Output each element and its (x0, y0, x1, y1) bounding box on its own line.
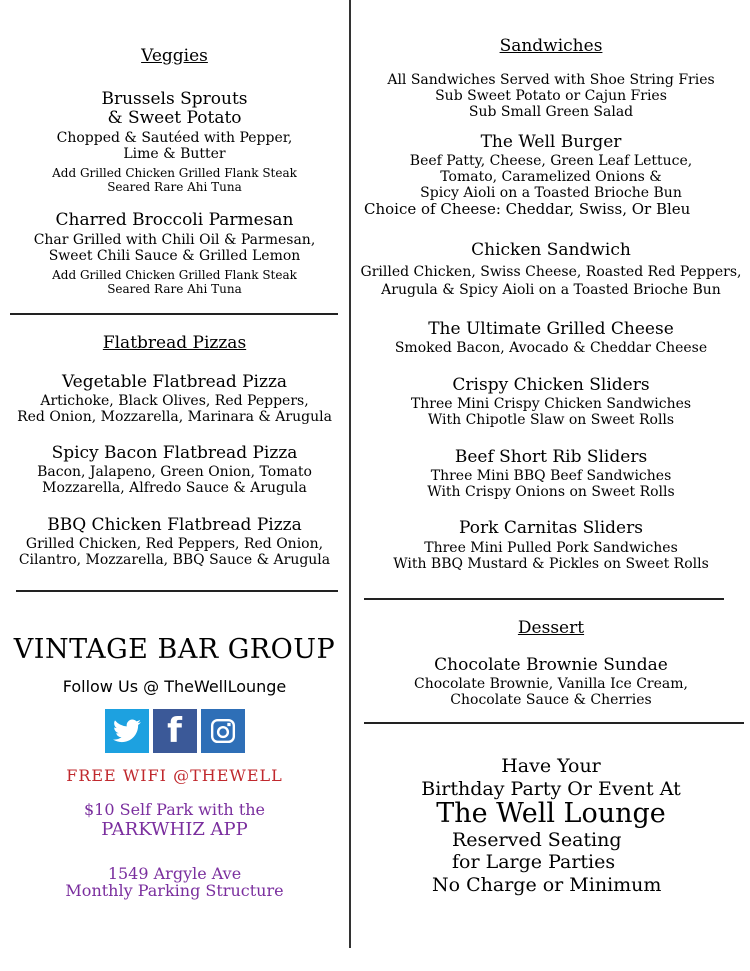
right-column (352, 0, 750, 971)
bacon-flatbread-desc-1: Bacon, Jalapeno, Green Onion, Tomato (37, 464, 312, 480)
flatbreads-title: Flatbread Pizzas (102, 333, 247, 353)
veg-flatbread-name: Vegetable Flatbread Pizza (61, 372, 288, 392)
instagram-icon[interactable] (201, 709, 245, 753)
wifi-text: FREE WIFI @THEWELL (66, 766, 283, 785)
sundae-desc-2: Chocolate Sauce & Cherries (450, 692, 652, 708)
bbq-flatbread-desc-1: Grilled Chicken, Red Peppers, Red Onion, (25, 536, 324, 552)
chicken-desc-2: Arugula & Spicy Aioli on a Toasted Brioche Bun (381, 282, 721, 298)
veg-flatbread-desc-2: Red Onion, Mozzarella, Marinara & Arugula (17, 409, 332, 425)
crispy-chicken-sliders-name: Crispy Chicken Sliders (452, 375, 650, 395)
follow-us: Follow Us @ TheWellLounge (62, 677, 287, 696)
burger-name: The Well Burger (480, 132, 622, 152)
facebook-icon[interactable] (153, 709, 197, 753)
address-line-1: 1549 Argyle Ave (107, 864, 242, 883)
crispy-chicken-desc-1: Three Mini Crispy Chicken Sandwiches (410, 396, 692, 412)
address-line-2: Monthly Parking Structure (65, 881, 284, 900)
burger-desc-2: Tomato, Caramelized Onions & (440, 169, 662, 185)
sandwiches-title: Sandwiches (499, 36, 603, 56)
group-name: VINTAGE BAR GROUP (13, 634, 336, 665)
bacon-flatbread-name: Spicy Bacon Flatbread Pizza (51, 443, 298, 463)
sandwich-note-2: Sub Sweet Potato or Cajun Fries (435, 88, 667, 104)
veg-flatbread-desc-1: Artichoke, Black Olives, Red Peppers, (40, 393, 309, 409)
sandwich-note-3: Sub Small Green Salad (468, 104, 634, 120)
sundae-desc-1: Chocolate Brownie, Vanilla Ice Cream, (414, 676, 688, 692)
parking-line-2: PARKWHIZ APP (101, 819, 248, 840)
grilled-cheese-name: The Ultimate Grilled Cheese (428, 319, 674, 339)
events-line-6: No Charge or Minimum (432, 874, 662, 896)
bacon-flatbread-desc-2: Mozzarella, Alfredo Sauce & Arugula (42, 480, 307, 496)
carnitas-desc-1: Three Mini Pulled Pork Sandwiches (424, 540, 678, 556)
carnitas-desc-2: With BBQ Mustard & Pickles on Sweet Rolls (393, 556, 709, 572)
short-rib-desc-1: Three Mini BBQ Beef Sandwiches (430, 468, 672, 484)
bbq-flatbread-name: BBQ Chicken Flatbread Pizza (47, 515, 302, 535)
burger-desc-3: Spicy Aioli on a Toasted Brioche Bun (420, 185, 682, 201)
left-column (0, 0, 349, 971)
brussels-name-1: Brussels Sprouts (101, 89, 248, 109)
cheese-choice (364, 200, 750, 218)
cheese-options: Cheddar, Swiss, Or Bleu (505, 200, 691, 218)
events-venue: The Well Lounge (436, 798, 666, 829)
parking-line-1: $10 Self Park with the (83, 800, 266, 819)
broccoli-addon-1: Add Grilled Chicken Grilled Flank Steak (52, 268, 297, 282)
short-rib-sliders-name: Beef Short Rib Sliders (454, 447, 648, 467)
brussels-addon-1: Add Grilled Chicken Grilled Flank Steak (52, 166, 297, 180)
brussels-name-2: & Sweet Potato (107, 108, 242, 128)
facebook-letter: f (167, 711, 182, 751)
divider-rule (364, 722, 744, 724)
broccoli-name: Charred Broccoli Parmesan (55, 210, 294, 230)
chicken-desc-1: Grilled Chicken, Swiss Cheese, Roasted Red Peppers, (360, 264, 742, 280)
broccoli-desc-2: Sweet Chili Sauce & Grilled Lemon (48, 248, 301, 264)
veggies-title: Veggies (141, 46, 208, 66)
divider-rule (364, 598, 724, 600)
events-line-4: Reserved Seating (452, 829, 622, 851)
twitter-icon[interactable] (105, 709, 149, 753)
divider-rule (16, 590, 338, 592)
brownie-sundae-name: Chocolate Brownie Sundae (434, 655, 668, 675)
divider-rule (10, 313, 338, 315)
grilled-cheese-desc: Smoked Bacon, Avocado & Cheddar Cheese (394, 340, 708, 356)
social-links (0, 709, 349, 753)
events-line-2: Birthday Party Or Event At (421, 778, 681, 800)
events-line-1: Have Your (501, 755, 601, 777)
chicken-sandwich-name: Chicken Sandwich (471, 240, 631, 260)
broccoli-addon-2: Seared Rare Ahi Tuna (107, 282, 242, 296)
crispy-chicken-desc-2: With Chipotle Slaw on Sweet Rolls (427, 412, 675, 428)
bbq-flatbread-desc-2: Cilantro, Mozzarella, BBQ Sauce & Arugula (18, 552, 331, 568)
events-line-5: for Large Parties (452, 851, 616, 873)
dessert-title: Dessert (517, 618, 585, 638)
short-rib-desc-2: With Crispy Onions on Sweet Rolls (427, 484, 675, 500)
carnitas-sliders-name: Pork Carnitas Sliders (459, 518, 643, 538)
broccoli-desc-1: Char Grilled with Chili Oil & Parmesan, (33, 232, 316, 248)
cheese-label: Choice of Cheese: (364, 200, 501, 218)
brussels-desc-1: Chopped & Sautéed with Pepper, (56, 130, 293, 146)
brussels-desc-2: Lime & Butter (123, 146, 226, 162)
burger-desc-1: Beef Patty, Cheese, Green Leaf Lettuce, (409, 153, 693, 169)
column-divider (349, 0, 351, 948)
sandwich-note-1: All Sandwiches Served with Shoe String Fries (387, 72, 715, 88)
brussels-addon-2: Seared Rare Ahi Tuna (107, 180, 242, 194)
